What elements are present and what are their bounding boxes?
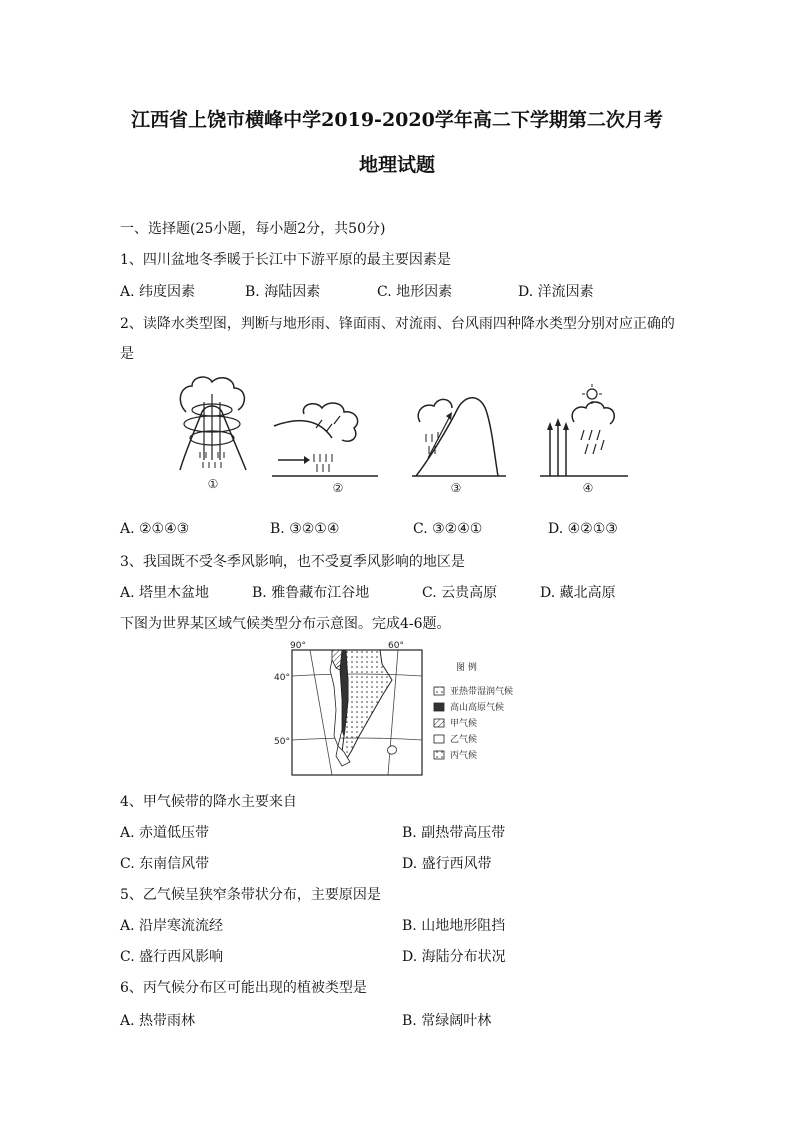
q2-stem-line2: 是 — [120, 346, 134, 362]
precip-figure-4 — [538, 382, 630, 494]
precip-figure-3-label: ③ — [450, 481, 462, 494]
legend-item-4: 乙气候 — [450, 735, 478, 745]
q1-stem: 1、四川盆地冬季暖于长江中下游平原的最主要因素是 — [120, 252, 451, 268]
intro-4-6: 下图为世界某区域气候类型分布示意图。完成4-6题。 — [120, 616, 451, 632]
q2-stem-line1: 2、读降水类型图，判断与地形雨、锋面雨、对流雨、台风雨四种降水类型分别对应正确的 — [120, 316, 675, 332]
q1-option-d: D. 洋流因素 — [518, 284, 594, 300]
q1-option-c: C. 地形因素 — [377, 284, 453, 300]
q5-option-d: D. 海陆分布状况 — [402, 949, 506, 965]
q5-option-c: C. 盛行西风影响 — [120, 949, 224, 965]
exam-subtitle: 地理试题 — [358, 154, 435, 176]
section-heading: 一、选择题(25小题，每小题2分，共50分) — [120, 221, 386, 237]
q4-option-d: D. 盛行西风带 — [402, 856, 492, 872]
precip-figure-3 — [410, 388, 508, 494]
precip-figure-4-label: ④ — [582, 481, 594, 494]
q3-option-c: C. 云贵高原 — [422, 585, 498, 601]
legend-item-1: 亚热带湿润气候 — [450, 687, 514, 697]
precip-figure-2 — [270, 398, 380, 494]
precip-figure-1-label: ① — [207, 477, 219, 491]
q4-option-b: B. 副热带高压带 — [402, 825, 506, 841]
q5-stem: 5、乙气候呈狭窄条带状分布，主要原因是 — [120, 887, 381, 903]
q3-option-a: A. 塔里木盆地 — [120, 585, 210, 601]
q2-option-d: D. ④②①③ — [548, 521, 618, 537]
q1-option-b: B. 海陆因素 — [245, 284, 321, 300]
legend-item-2: 高山高原气候 — [450, 703, 505, 713]
map-lon-label-west: 90° — [290, 641, 306, 651]
q1-option-a: A. 纬度因素 — [120, 284, 196, 300]
q5-option-b: B. 山地地形阻挡 — [402, 918, 506, 934]
q3-stem: 3、我国既不受冬季风影响，也不受夏季风影响的地区是 — [120, 554, 465, 570]
q2-option-a: A. ②①④③ — [120, 521, 190, 537]
q6-option-b: B. 常绿阔叶林 — [402, 1013, 492, 1029]
q3-option-d: D. 藏北高原 — [540, 585, 616, 601]
precip-figure-1 — [172, 372, 254, 492]
q3-option-b: B. 雅鲁藏布江谷地 — [252, 585, 370, 601]
map-legend-title: 图 例 — [456, 663, 477, 673]
map-lon-label-east: 60° — [388, 641, 404, 651]
precip-figure-2-label: ② — [332, 481, 344, 494]
q4-option-a: A. 赤道低压带 — [120, 825, 210, 841]
q4-option-c: C. 东南信风带 — [120, 856, 210, 872]
legend-item-5: 丙气候 — [450, 751, 478, 761]
climate-map — [270, 640, 534, 780]
q4-stem: 4、甲气候带的降水主要来自 — [120, 794, 297, 810]
legend-item-3: 甲气候 — [450, 719, 478, 729]
q2-option-b: B. ③②①④ — [270, 521, 340, 537]
exam-title: 江西省上饶市横峰中学2019-2020学年高二下学期第二次月考 — [131, 109, 663, 131]
q5-option-a: A. 沿岸寒流流经 — [120, 918, 224, 934]
q2-option-c: C. ③②④① — [413, 521, 483, 537]
map-lat-label-50: 50° — [274, 737, 290, 747]
q6-option-a: A. 热带雨林 — [120, 1013, 196, 1029]
q6-stem: 6、丙气候分布区可能出现的植被类型是 — [120, 980, 367, 996]
map-lat-label-40: 40° — [274, 673, 290, 683]
